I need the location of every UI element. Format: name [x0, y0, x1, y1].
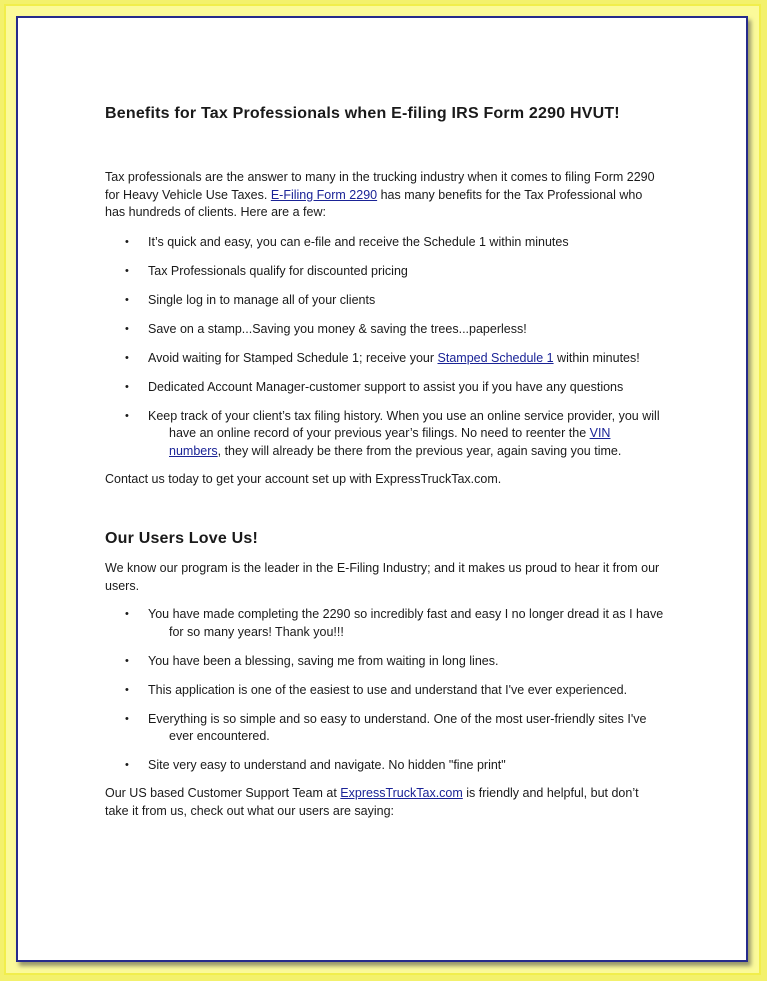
users-intro-paragraph: We know our program is the leader in the E-Filing Industry; and it makes us proud to hear it from our users.	[105, 561, 660, 593]
list-item-text: Tax Professionals qualify for discounted pricing	[148, 263, 408, 278]
list-item	[105, 757, 665, 775]
list-item	[105, 321, 665, 339]
bullet-icon: •	[125, 409, 129, 422]
list-item	[105, 350, 665, 368]
intro-paragraph	[105, 169, 665, 222]
intro-text-before: Tax professionals are the answer to many in the trucking industry when it comes to filing Form 2290 for Heavy Vehicle Use Taxes.	[105, 170, 655, 202]
list-item-text: Dedicated Account Manager-customer support to assist you if you have any questions	[148, 379, 624, 394]
bullet-icon: •	[125, 712, 129, 725]
contact-paragraph: Contact us today to get your account set up with ExpressTruckTax.com.	[105, 471, 502, 486]
page-title: Benefits for Tax Professionals when E-filing IRS Form 2290 HVUT!	[105, 105, 620, 122]
support-text-after: is friendly and helpful, but don’t take it from us, check out what our users are saying:	[105, 786, 639, 818]
list-item	[105, 379, 665, 397]
list-item	[105, 292, 665, 310]
list-item	[105, 408, 665, 461]
list-item-text: within minutes!	[553, 350, 640, 365]
list-item-text: You have been a blessing, saving me from waiting in long lines.	[148, 653, 499, 668]
bullet-icon: •	[125, 759, 129, 771]
bullet-icon: •	[125, 380, 129, 393]
list-item-text: Save on a stamp...Saving you money & saving the trees...paperless!	[148, 321, 527, 336]
bullet-icon: •	[125, 608, 129, 620]
list-item	[105, 711, 665, 746]
list-item-text: Keep track of your client’s tax filing history. When you use an online service provider, you will have an online record of your previous year’s filings. No need to reenter the	[148, 408, 660, 440]
list-item	[105, 234, 665, 252]
bullet-icon: •	[125, 322, 129, 335]
benefits-list	[105, 234, 665, 461]
support-paragraph	[105, 785, 665, 820]
list-item	[105, 682, 665, 700]
list-item	[105, 263, 665, 281]
bullet-icon: •	[125, 264, 129, 277]
bullet-icon: •	[125, 293, 129, 306]
list-item-text: You have made completing the 2290 so incredibly fast and easy I no longer dread it as I have for so many years! Thank you!!!	[148, 607, 664, 639]
support-text-before: Our US based Customer Support Team at	[105, 786, 341, 800]
bullet-icon: •	[125, 654, 129, 667]
list-item	[105, 606, 665, 641]
list-item-text: Single log in to manage all of your clients	[148, 292, 376, 307]
bullet-icon: •	[125, 235, 129, 248]
vin-numbers-link[interactable]: VIN numbers	[169, 426, 611, 458]
list-item-text: It’s quick and easy, you can e-file and receive the Schedule 1 within minutes	[148, 234, 569, 249]
bullet-icon: •	[125, 351, 129, 364]
list-item-text: Site very easy to understand and navigate. No hidden "fine print"	[148, 758, 506, 772]
list-item	[105, 653, 665, 671]
section-heading-users: Our Users Love Us!	[105, 530, 258, 547]
stamped-schedule-1-link[interactable]: Stamped Schedule 1	[437, 350, 554, 365]
list-item-text: This application is one of the easiest to use and understand that I've ever experienced.	[148, 682, 628, 697]
intro-text-after: has many benefits for the Tax Professional who has hundreds of clients. Here are a few:	[105, 187, 643, 219]
list-item-text: , they will already be there from the previous year, again saving you time.	[217, 443, 622, 458]
list-item-text: Everything is so simple and so easy to understand. One of the most user-friendly sites I've ever encountered.	[148, 711, 647, 743]
testimonials-list	[105, 606, 665, 775]
list-item-text: Avoid waiting for Stamped Schedule 1; receive your	[148, 350, 438, 365]
bullet-icon: •	[125, 683, 129, 696]
expresstrucktax-link[interactable]: ExpressTruckTax.com	[340, 786, 463, 800]
document-page	[16, 16, 748, 962]
document-content	[105, 104, 665, 820]
efiling-form-2290-link[interactable]: E-Filing Form 2290	[270, 187, 378, 202]
